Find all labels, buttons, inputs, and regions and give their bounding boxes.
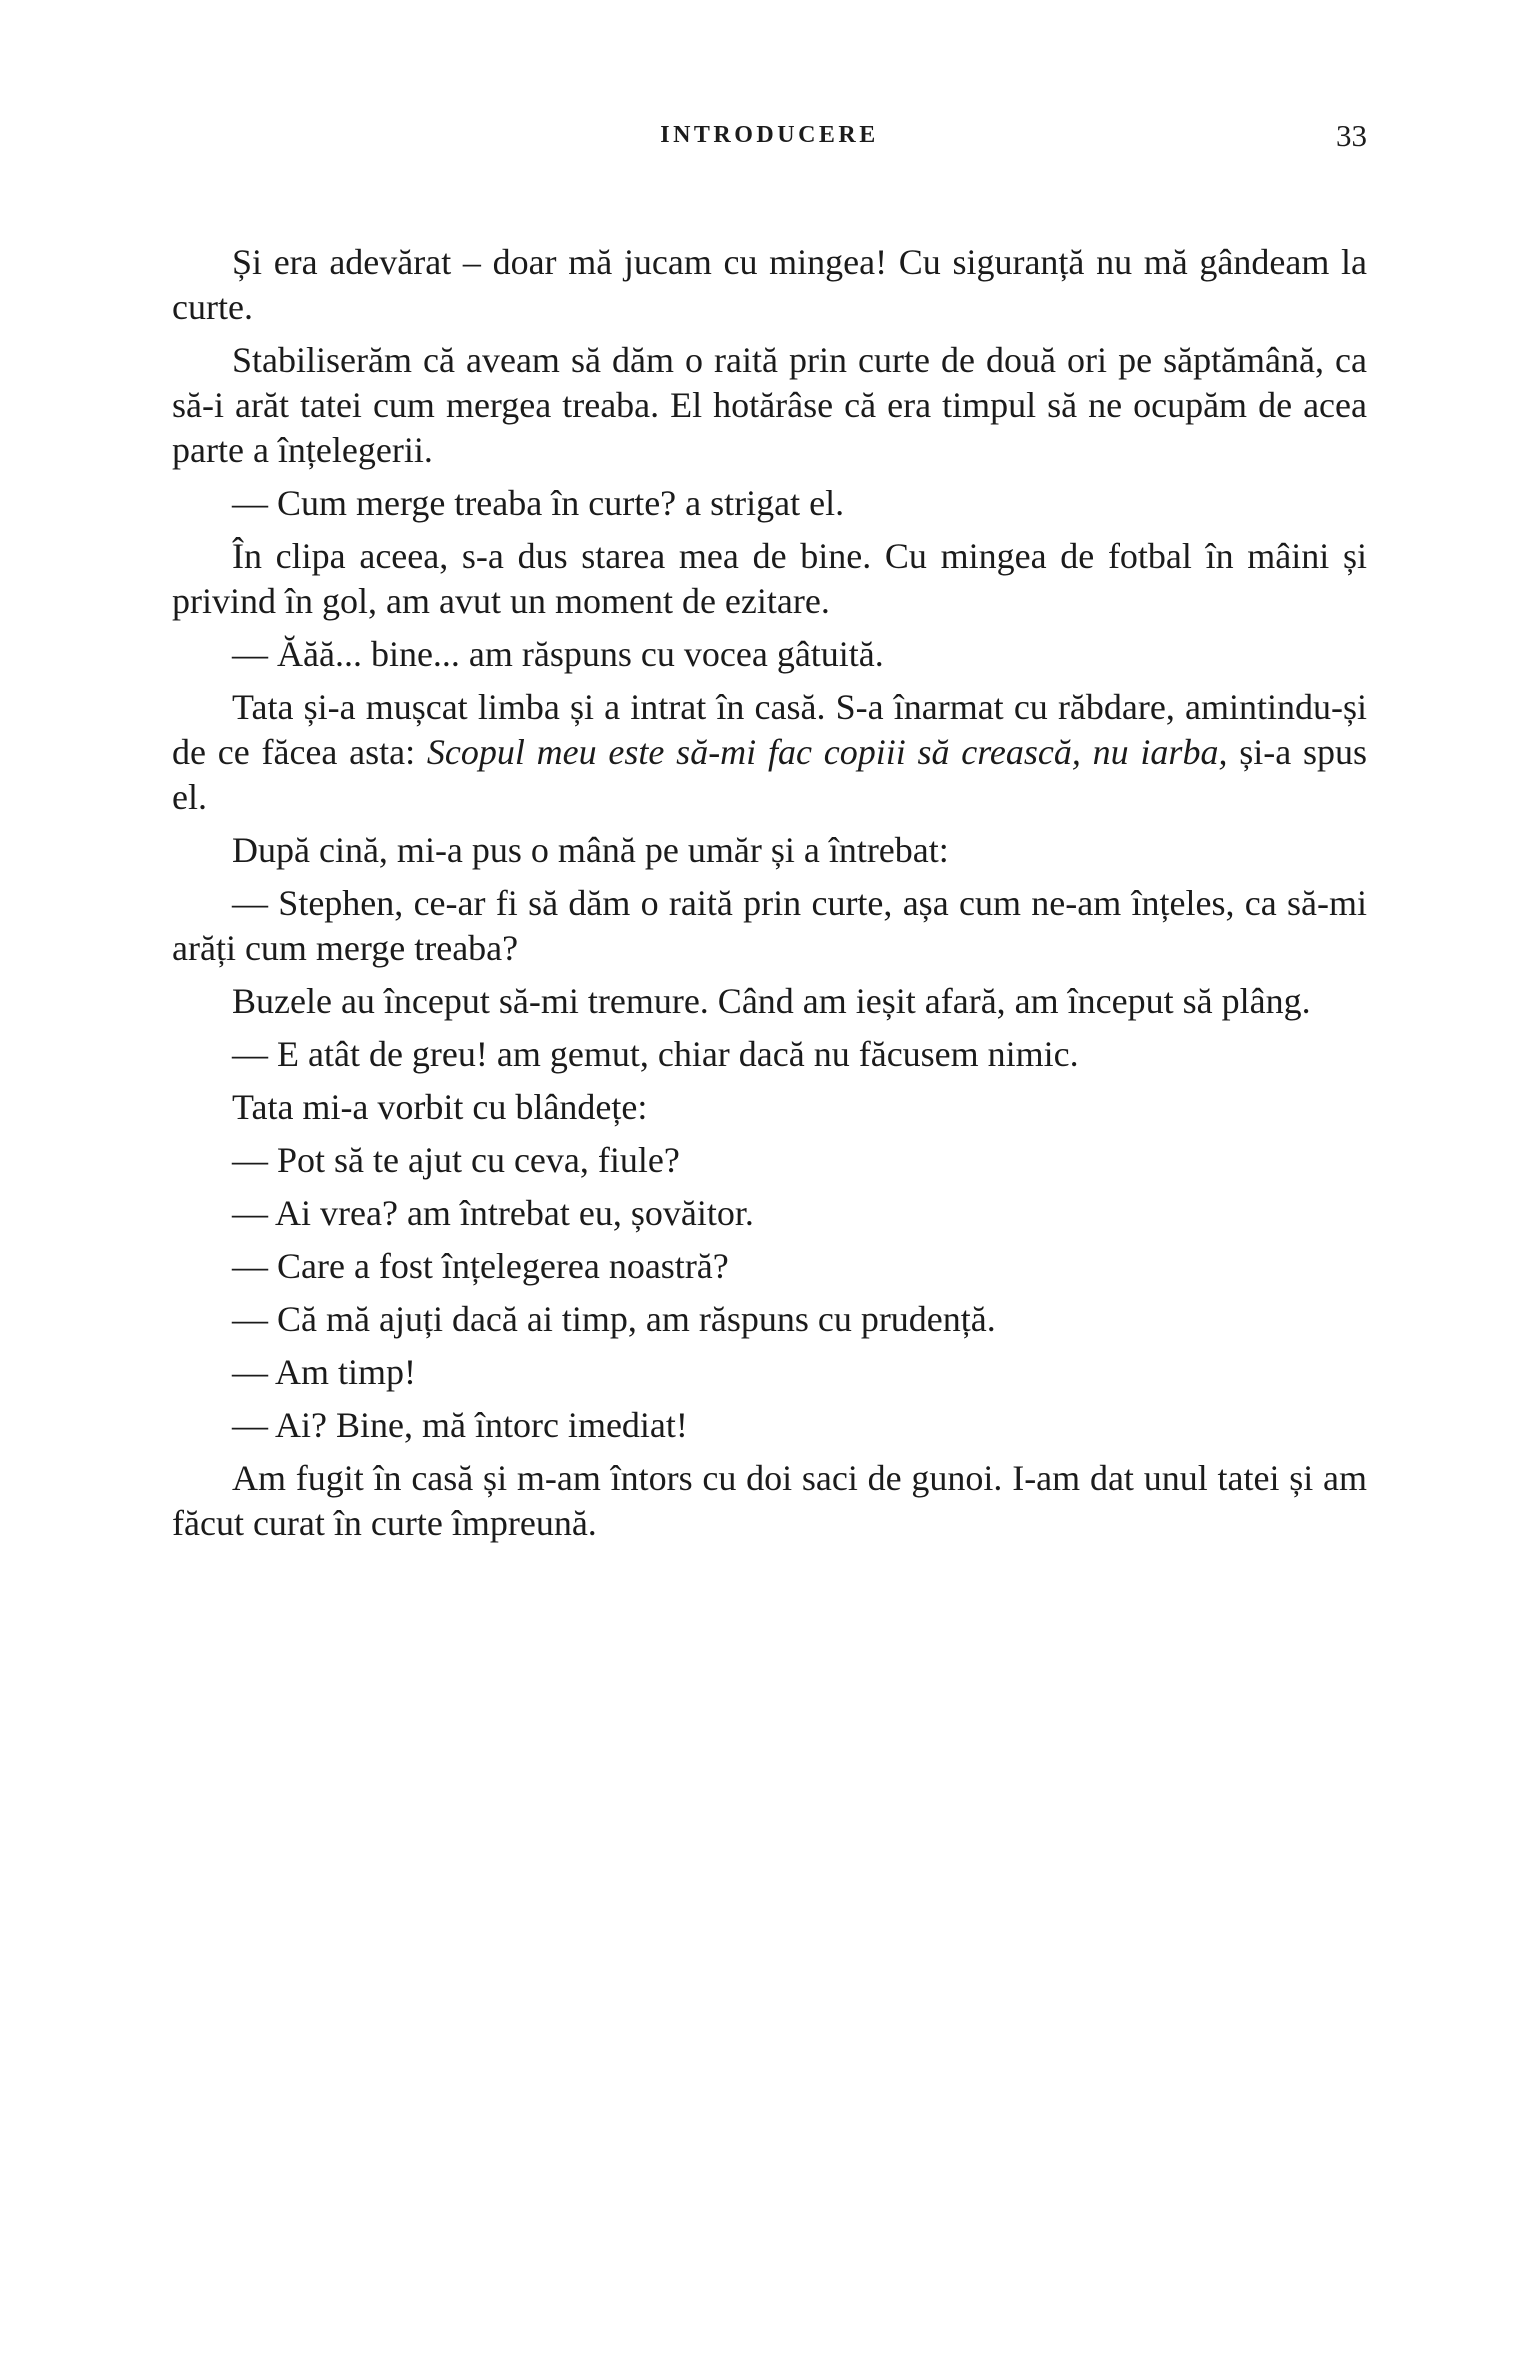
text-run: Am fugit în casă și m-am întors cu doi saci de gunoi. I-am dat unul tatei și am făcut curat în curte împreună.: [172, 1458, 1367, 1543]
paragraph: [172, 1456, 1367, 1546]
body-text: [172, 240, 1367, 1546]
text-run: — Am timp!: [232, 1352, 417, 1392]
text-run: — Cum merge treaba în curte? a strigat el.: [232, 483, 845, 523]
italic-text-run: Scopul meu este să-mi fac copiii să crească, nu iarba,: [426, 732, 1228, 772]
paragraph: [172, 1350, 1367, 1395]
paragraph: [172, 1138, 1367, 1183]
paragraph: [172, 338, 1367, 473]
paragraph: [172, 828, 1367, 873]
paragraph: [172, 881, 1367, 971]
page-number: 33: [1336, 118, 1367, 153]
text-run: Stabiliserăm că aveam să dăm o raită prin curte de două ori pe săptămână, ca să-i arăt tatei cum mergea treaba. El hotărâse că era timpul să ne ocupăm de acea parte a înțelegerii.: [172, 340, 1367, 470]
paragraph: [172, 1403, 1367, 1448]
text-run: — Ai vrea? am întrebat eu, șovăitor.: [232, 1193, 754, 1233]
text-run: Și era adevărat – doar mă jucam cu mingea! Cu siguranță nu mă gândeam la curte.: [172, 242, 1367, 327]
paragraph: [172, 1244, 1367, 1289]
text-run: — E atât de greu! am gemut, chiar dacă nu făcusem nimic.: [232, 1034, 1079, 1074]
text-run: În clipa aceea, s-a dus starea mea de bine. Cu mingea de fotbal în mâini și privind în gol, am avut un moment de ezitare.: [172, 536, 1367, 621]
text-run: După cină, mi-a pus o mână pe umăr și a întrebat:: [232, 830, 949, 870]
paragraph: [172, 1032, 1367, 1077]
text-run: — Care a fost înțelegerea noastră?: [232, 1246, 729, 1286]
paragraph: [172, 1085, 1367, 1130]
text-run: — Stephen, ce-ar fi să dăm o raită prin curte, așa cum ne-am înțeles, ca să-mi arăți cum merge treaba?: [172, 883, 1367, 968]
paragraph: [172, 1191, 1367, 1236]
paragraph: [172, 534, 1367, 624]
paragraph: [172, 1297, 1367, 1342]
paragraph: [172, 979, 1367, 1024]
paragraph: [172, 685, 1367, 820]
text-run: — Pot să te ajut cu ceva, fiule?: [232, 1140, 680, 1180]
paragraph: [172, 632, 1367, 677]
text-run: Tata mi-a vorbit cu blândețe:: [232, 1087, 648, 1127]
text-run: — Ăăă... bine... am răspuns cu vocea gâtuită.: [232, 634, 884, 674]
text-run: și-a spus el.: [172, 732, 1368, 817]
paragraph: [172, 481, 1367, 526]
text-run: Tata și-a mușcat limba și a intrat în casă. S-a înarmat cu răbdare, amintindu-și de ce făcea asta:: [172, 687, 1367, 772]
text-run: Buzele au început să-mi tremure. Când am ieșit afară, am început să plâng.: [232, 981, 1311, 1021]
text-run: — Că mă ajuți dacă ai timp, am răspuns cu prudență.: [232, 1299, 996, 1339]
page-header: [172, 118, 1367, 160]
text-run: — Ai? Bine, mă întorc imediat!: [232, 1405, 688, 1445]
running-head-title: INTRODUCERE: [660, 122, 879, 148]
paragraph: [172, 240, 1367, 330]
